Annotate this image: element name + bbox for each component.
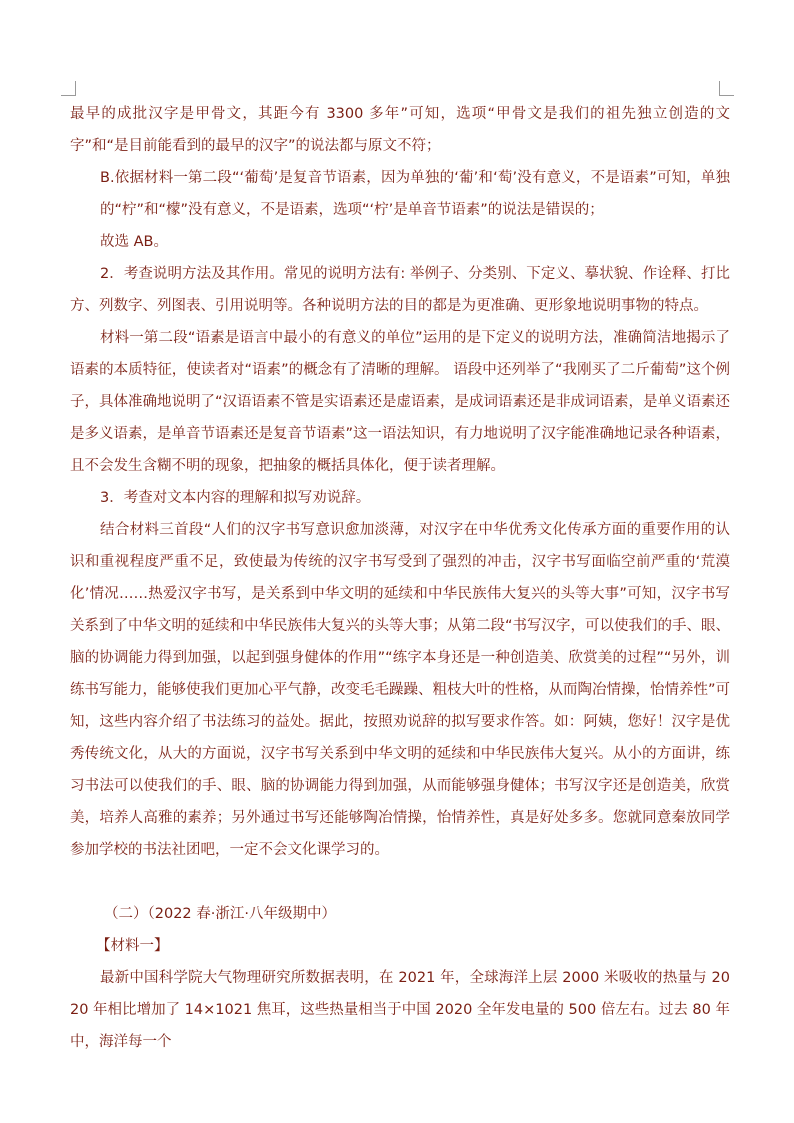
spacer bbox=[70, 866, 730, 898]
material-label: 【材料一】 bbox=[96, 938, 169, 954]
paragraph: 材料一第二段“语素是语言中最小的有意义的单位”运用的是下定义的说明方法，准确简洁地揭示了语素的本质特征，使读者对“语素”的概念有了清晰的理解。 语段中还列举了“我刚买了二斤葡萄”这个例子，具体准确地说明了“汉语语素不管是实语素还是虚语素，是成词语素还是非成词语素，是单义语素还是多义语素，是单音节语素还是复音节语素”这一语法知识，有力地说明了汉字能准确地记录各种语素，且不会发生含糊不明的现象，把抽象的概括具体化，便于读者理解。 bbox=[70, 330, 731, 474]
corner-crop-mark bbox=[719, 81, 734, 96]
corner-crop-mark bbox=[61, 81, 76, 96]
paragraph bbox=[70, 162, 730, 226]
material-text: 最新中国科学院大气物理研究所数据表明，在 2021 年，全球海洋上层 2000 米吸收的热量与 2020 年相比增加了 14×1021 焦耳，这些热量相当于中国 2020 全年发电量的 500 倍左右。过去 80 年中，海洋每一个 bbox=[70, 970, 730, 1050]
paragraph: 最早的成批汉字是甲骨文，其距今有 3300 多年”可知，选项“甲骨文是我们的祖先独立创造的文字”和“是目前能看到的最早的汉字”的说法都与原文不符； bbox=[70, 106, 730, 154]
paragraph: 3．考查对文本内容的理解和拟写劝说辞。 bbox=[100, 490, 371, 506]
section-title: （二）（2022 春·浙江·八年级期中） bbox=[104, 906, 336, 922]
paragraph: 故选 AB。 bbox=[100, 234, 168, 250]
document-body bbox=[70, 98, 730, 1058]
paragraph-text: B.依据材料一第二段“‘葡萄’是复音节语素，因为单独的‘葡’和‘萄’没有意义，不是语素”可知，单独的“柠”和“檬”没有意义，不是语素，选项“‘柠’是单音节语素”的说法是错误的； bbox=[100, 170, 730, 218]
paragraph: 2．考查说明方法及其作用。常见的说明方法有: 举例子、分类别、下定义、摹状貌、作诠释、打比方、列数字、列图表、引用说明等。各种说明方法的目的都是为更准确、更形象地说明事物的特点。 bbox=[70, 266, 730, 314]
paragraph: 结合材料三首段“人们的汉字书写意识愈加淡薄，对汉字在中华优秀文化传承方面的重要作用的认识和重视程度严重不足，致使最为传统的汉字书写受到了强烈的冲击，汉字书写面临空前严重的‘荒漠化’情况……热爱汉字书写，是关系到中华文明的延续和中华民族伟大复兴的头等大事”可知，汉字书写关系到了中华文明的延续和中华民族伟大复兴的头等大事；从第二段“书写汉字，可以使我们的手、眼、脑的协调能力得到加强，以起到强身健体的作用”“练字本身还是一种创造美、欣赏美的过程”“另外，训练书写能力，能够使我们更加心平气静，改变毛毛躁躁、粗枝大叶的性格，从而陶冶情操，怡情养性”可知，这些内容介绍了书法练习的益处。据此，按照劝说辞的拟写要求作答。如：阿姨，您好！汉字是优秀传统文化，从大的方面说，汉字书写关系到中华文明的延续和中华民族伟大复兴。从小的方面讲，练习书法可以使我们的手、眼、脑的协调能力得到加强，从而能够强身健体；书写汉字还是创造美，欣赏美，培养人高雅的素养；另外通过书写还能够陶冶情操，怡情养性，真是好处多多。您就同意秦放同学参加学校的书法社团吧，一定不会文化课学习的。 bbox=[70, 522, 731, 858]
